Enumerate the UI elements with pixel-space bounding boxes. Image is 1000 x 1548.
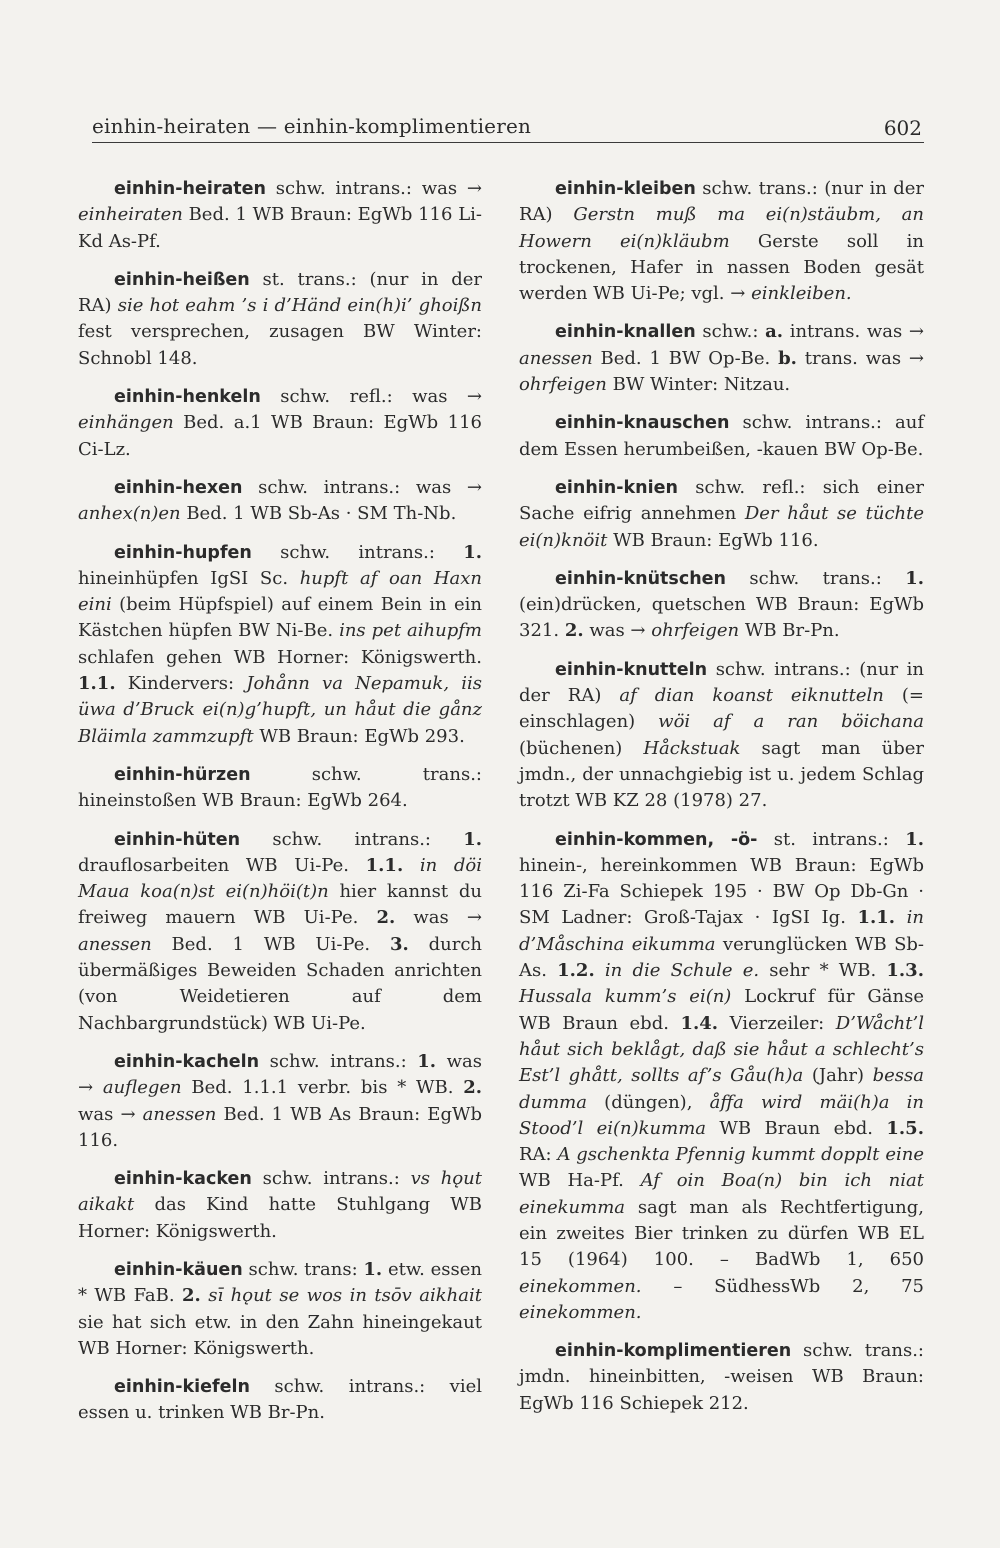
dictionary-entry (519, 475, 924, 554)
dictionary-entry (519, 566, 924, 645)
entry-body: schw. intrans.: 1. was → auflegen Bed. 1.1.1 verbr. bis * WB. 2. was → anessen Bed. 1 WB As Braun: EgWb 116. (78, 1050, 482, 1151)
left-column (78, 176, 482, 1439)
entry-headword: einhin-käuen (114, 1259, 243, 1280)
entry-body: schw. intrans.: was → einheiraten Bed. 1 WB Braun: EgWb 116 Li-Kd As-Pf. (78, 178, 482, 252)
entry-headword: einhin-kacken (114, 1169, 252, 1190)
entry-headword: einhin-heiraten (114, 179, 266, 199)
dictionary-entry (519, 827, 924, 1327)
entry-headword: einhin-hupfen (114, 542, 252, 563)
entry-headword: einhin-knauschen (555, 413, 730, 434)
entry-headword: einhin-hexen (114, 477, 243, 498)
entry-body: schw. trans: 1. etw. essen * WB FaB. 2. sī hǫut se wos in tsōv aikhait sie hat sich etw. in den Zahn hineingekaut WB Horner: Königswerth. (78, 1258, 482, 1359)
right-column (519, 176, 924, 1429)
dictionary-entry (78, 1374, 482, 1427)
entry-body: schw. intrans.: 1. drauflosarbeiten WB Ui-Pe. 1.1. in döi Maua koa(n)st ei(n)höi(t)n hier kannst du freiweg mauern WB Ui-Pe. 2. was → anessen Bed. 1 WB Ui-Pe. 3. durch übermäßiges Beweiden Schaden anrichten (von Weidetieren auf dem Nachbargrundstück) WB Ui-Pe. (78, 828, 483, 1034)
entry-body: schw. refl.: was → einhängen Bed. a.1 WB Braun: EgWb 116 Ci-Lz. (78, 386, 482, 460)
entry-headword: einhin-henkeln (114, 387, 261, 408)
entry-body: schw. intrans.: auf dem Essen herumbeißen, -kauen BW Op-Be. (519, 412, 924, 460)
entry-headword: einhin-knallen (555, 322, 696, 343)
entry-headword: einhin-kommen, -ö- (555, 829, 758, 850)
entry-body: schw. intrans.: (nur in der RA) af dian koanst eiknutteln (= einschlagen) wöi af a ran böichana (büchenen) Håckstuak sagt man über jmdn., der unnachgiebig ist u. jedem Schlag trotzt WB KZ 28 (1978) 27. (519, 658, 925, 812)
entry-headword: einhin-knien (555, 477, 678, 498)
page-number: 602 (883, 116, 922, 140)
entry-body: schw. intrans.: vs hǫut aikakt das Kind hatte Stuhlgang WB Horner: Königswerth. (78, 1168, 482, 1242)
dictionary-entry (78, 1049, 482, 1154)
dictionary-entry (78, 267, 482, 372)
dictionary-entry (78, 384, 482, 463)
entry-body: schw. trans.: (nur in der RA) Gerstn muß ma ei(n)stäubm, an Howern ei(n)kläubm Gerste soll in trockenen, Hafer in nassen Boden gesät werden WB Ui-Pe; vgl. → einkleiben. (519, 178, 924, 305)
dictionary-entry (78, 176, 482, 255)
entry-headword: einhin-knütschen (555, 568, 727, 589)
dictionary-entry (78, 827, 482, 1037)
entry-headword: einhin-kacheln (114, 1051, 260, 1072)
running-header (92, 114, 922, 144)
header-title: einhin-heiraten — einhin-komplimentieren (92, 114, 532, 138)
dictionary-entry (78, 475, 482, 528)
entry-headword: einhin-hürzen (114, 764, 251, 785)
entry-body: schw. intrans.: 1. hineinhüpfen IgSI Sc. hupft af oan Haxn eini (beim Hüpfspiel) auf einem Bein in ein Kästchen hüpfen BW Ni-Be. ins pet aihupfm schlafen gehen WB Horner: Königswerth. 1.1. Kindervers: Johånn va Nepamuk, iis üwa d’Bruck ei(n)g’hupft, un håut die gånz Bläimla zammzupft WB Braun: EgWb 293. (78, 541, 483, 747)
entry-body: schw. trans.: 1. (ein)drücken, quetschen WB Braun: EgWb 321. 2. was → ohrfeigen WB Br-Pn. (519, 567, 924, 642)
dictionary-entry (519, 657, 924, 815)
dictionary-entry (519, 410, 924, 463)
entry-body: st. trans.: (nur in der RA) sie hot eahm ’s i d’Händ ein(h)i’ ghoißn fest versprechen, zusagen BW Winter: Schnobl 148. (78, 268, 482, 369)
dictionary-entry (519, 176, 924, 307)
entry-body: schw. trans.: jmdn. hineinbitten, -weisen WB Braun: EgWb 116 Schiepek 212. (519, 1340, 924, 1414)
entry-body: schw. trans.: hineinstoßen WB Braun: EgWb 264. (78, 763, 482, 812)
dictionary-entry (78, 540, 482, 750)
entry-headword: einhin-hüten (114, 829, 241, 850)
entry-headword: einhin-heißen (114, 269, 250, 290)
entry-body: schw. intrans.: was → anhex(n)en Bed. 1 WB Sb-As · SM Th-Nb. (78, 476, 482, 525)
entry-headword: einhin-kiefeln (114, 1377, 250, 1398)
header-rule (92, 142, 924, 143)
dictionary-entry (78, 1166, 482, 1245)
entry-body: schw. intrans.: viel essen u. trinken WB Br-Pn. (78, 1376, 482, 1424)
entry-headword: einhin-knutteln (555, 659, 708, 680)
dictionary-entry (519, 1338, 924, 1417)
entry-headword: einhin-kleiben (555, 179, 696, 199)
entry-body: st. intrans.: 1. hinein-, hereinkommen WB Braun: EgWb 116 Zi-Fa Schiepek 195 · BW Op Db-Gn · SM Ladner: Groß-Tajax · IgSI Ig. 1.1. in d’Måschina eikumma verunglücken WB Sb-As. 1.2. in die Schule e. sehr * WB. 1.3. Hussala kumm’s ei(n) Lockruf für Gänse WB Braun ebd. 1.4. Vierzeiler: D’Wåcht’l håut sich beklågt, daß sie håut a schlecht’s Est’l ghått, sollts af’s Gåu(h)a (Jahr) bessa dumma (düngen), åffa wird mäi(h)a in Stood’l ei(n)kumma WB Braun ebd. 1.5. RA: A gschenkta Pfennig kummt dopplt eine WB Ha-Pf. Af oin Boa(n) bin ich niat einekumma sagt man als Rechtfertigung, ein zweites Bier trinken zu dürfen WB EL 15 (1964) 100. – BadWb 1, 650 einekommen. – SüdhessWb 2, 75 einekommen. (519, 828, 925, 1323)
dictionary-entry (78, 762, 482, 815)
entry-headword: einhin-komplimentieren (555, 1341, 792, 1362)
entry-body: schw. refl.: sich einer Sache eifrig annehmen Der håut se tüchte ei(n)knöit WB Braun: EgWb 116. (519, 476, 925, 551)
dictionary-entry (519, 319, 924, 398)
entry-body: schw.: a. intrans. was → anessen Bed. 1 BW Op-Be. b. trans. was → ohrfeigen BW Winter: Nitzau. (519, 321, 925, 396)
dictionary-entry (78, 1257, 482, 1362)
